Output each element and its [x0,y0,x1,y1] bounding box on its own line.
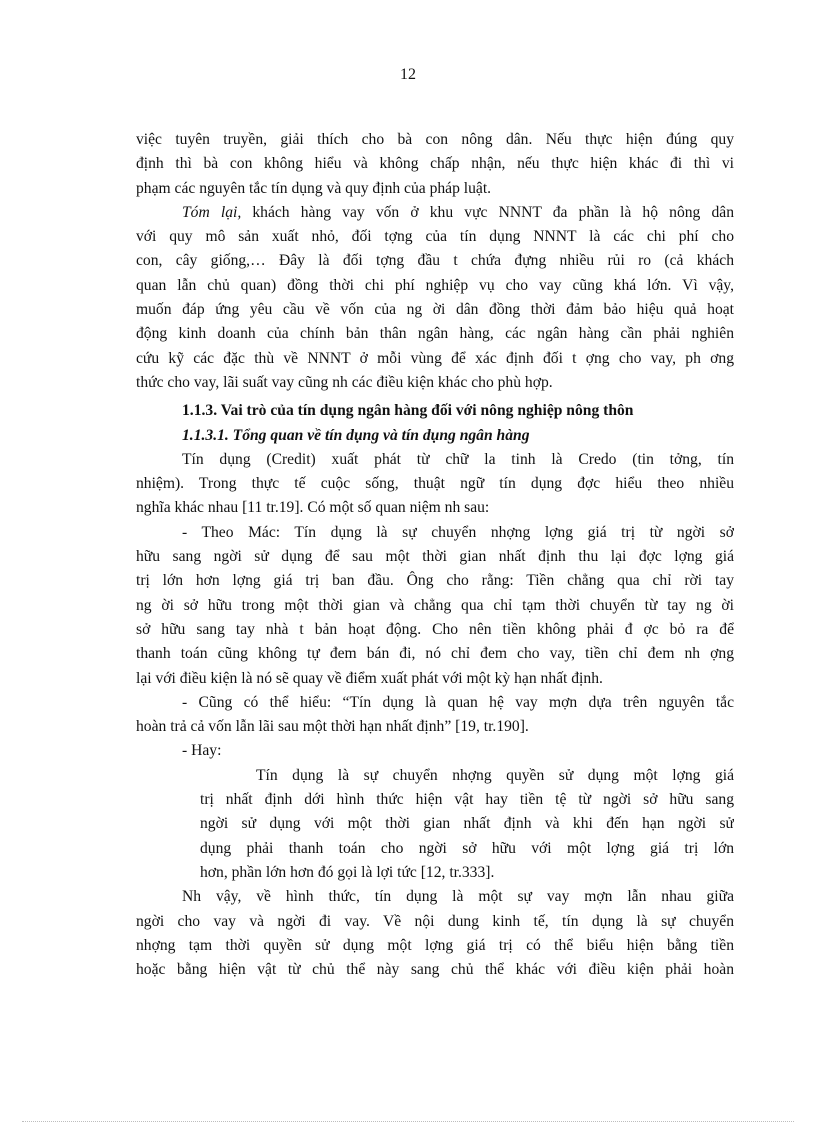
text-line: nhợng tạm thời quyền sử dụng một lợng giá trị có thể biểu hiện bằng tiền [136,936,734,954]
text-line: động kinh doanh của chính bản thân ngân hàng, các ngân hàng cần phải nghiên [136,325,734,343]
text-line: trị lớn hơn lợng giá trị ban đầu. Ông cho rằng: Tiền chẳng qua chỉ rời tay [136,572,734,590]
text-line: định thì bà con không hiểu và không chấp nhận, nếu thực hiện khác đi thì vi [136,155,734,173]
text-line: việc tuyên truyền, giải thích cho bà con nông dân. Nếu thực hiện đúng quy [136,131,734,148]
block-quote-line: trị nhất định dới hình thức hiện vật hay tiền tệ từ ngời sở hữu sang [200,791,734,809]
text-line: nhiệm). Trong thực tế cuộc sống, thuật ngữ tín dụng đợc hiểu theo nhiều [136,475,734,493]
text-line: phạm các nguyên tắc tín dụng và quy định của pháp luật. [136,179,492,197]
block-quote-line: dụng phải thanh toán cho ngời sở hữu với một lợng giá trị lớn [200,839,734,857]
text-line: - Cũng có thể hiểu: “Tín dụng là quan hệ vay mợn dựa trên nguyên tắc [182,693,734,711]
text-line: Tín dụng (Credit) xuất phát từ chữ la tinh là Credo (tin tởng, tín [182,450,734,468]
text-line: thức cho vay, lãi suất vay cũng nh các điều kiện khác cho phù hợp. [136,373,553,391]
text-line: - Theo Mác: Tín dụng là sự chuyển nhợng lợng giá trị từ ngời sở [182,523,734,541]
text-line: Nh vậy, về hình thức, tín dụng là một sự vay mợn lẫn nhau giữa [182,888,734,906]
text-line: nghĩa khác nhau [11 tr.19]. Có một số quan niệm nh sau: [136,499,490,517]
text-line: quan lẫn chủ quan) đồng thời chi phí nghiệp vụ cho vay cũng khá lớn. Vì vậy, [136,276,734,294]
text-line: con, cây giống,… Đây là đối tợng đầu t chứa đựng nhiều rủi ro (cả khách [136,252,734,270]
text-line: sở hữu sang tay nhà t bản hoạt động. Cho nên tiền không phải đ ợc bỏ ra để [136,620,734,638]
text-line: cứu kỹ các đặc thù về NNNT ở mỗi vùng để xác định đối t ợng cho vay, ph ơng [136,349,734,367]
subsection-heading: 1.1.3.1. Tổng quan về tín dụng và tín dụng ngân hàng [182,426,530,444]
text-line: hoàn trả cả vốn lẫn lãi sau một thời hạn nhất định” [19, tr.190]. [136,718,529,736]
block-quote-line: ngời sử dụng với một thời gian nhất định và khi đến hạn ngời sử [200,815,734,833]
italic-lead: Tóm lại, [182,203,242,221]
text-line: muốn đáp ứng yêu cầu về vốn của ng ời dân đồng thời đảm bảo hiệu quả hoạt [136,301,734,319]
document-body [136,128,734,982]
text-line: hoặc bằng hiện vật từ chủ thể này sang chủ thể khác với điều kiện phải hoàn [136,961,734,979]
text-line: ngời cho vay và ngời đi vay. Về nội dung kinh tế, tín dụng là sự chuyển [136,912,734,930]
block-quote-line: Tín dụng là sự chuyển nhợng quyền sử dụng một lợng giá [256,766,734,784]
text-line: - Hay: [182,742,222,760]
text-line: lại với điều kiện là nó sẽ quay về điểm xuất phát với một kỳ hạn nhất định. [136,669,603,687]
text-line: với quy mô sản xuất nhỏ, đối tợng của tín dụng NNNT là các chi phí cho [136,228,734,246]
text-line: ng ời sở hữu trong một thời gian và chẳng qua chỉ tạm thời chuyển từ tay ng ời [136,596,734,614]
page-number: 12 [400,66,416,83]
page-bottom-rule [22,1121,794,1122]
text-fragment: khách hàng vay vốn ở khu vực NNNT đa phần là hộ nông dân [241,203,734,221]
section-heading: 1.1.3. Vai trò của tín dụng ngân hàng đối với nông nghiệp nông thôn [182,402,634,420]
text-line: thanh toán cũng không tự đem bán đi, nó chỉ đem cho vay, tiền chỉ đem nh ợng [136,645,734,663]
text-line: hữu sang ngời sử dụng để sau một thời gian nhất định thu lại đợc lợng giá [136,548,734,566]
block-quote-line: hơn, phần lớn hơn đó gọi là lợi tức [12, tr.333]. [200,863,495,881]
text-line-summary-start [136,201,734,225]
